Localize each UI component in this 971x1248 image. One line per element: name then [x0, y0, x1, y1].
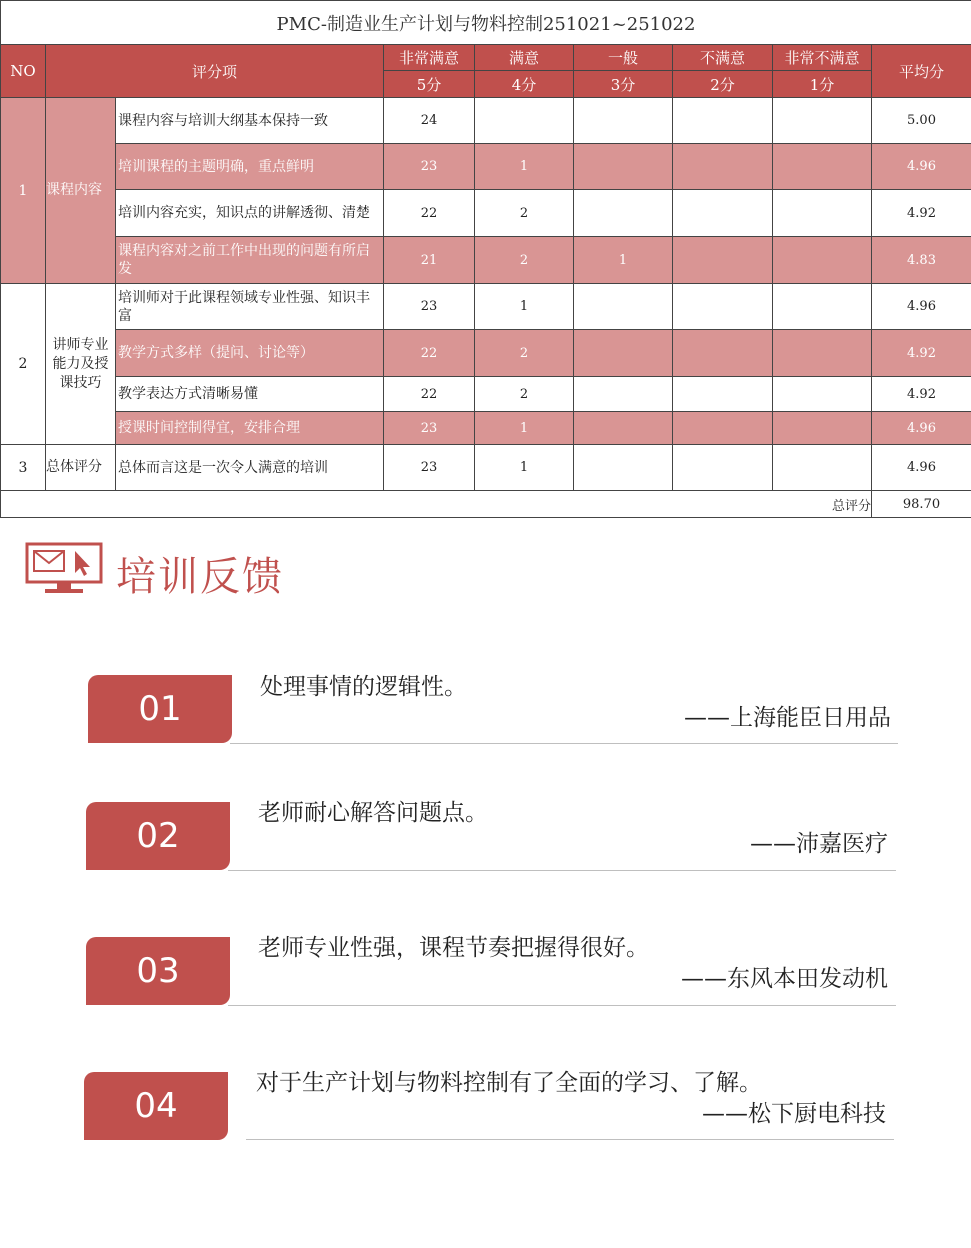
header-level-4: 满意 — [475, 45, 574, 71]
item-label: 教学表达方式清晰易懂 — [116, 377, 384, 412]
score-cell: 1 — [475, 284, 574, 330]
score-cell — [673, 377, 773, 412]
score-cell — [673, 190, 773, 237]
score-cell — [673, 144, 773, 190]
score-cell: 22 — [384, 330, 475, 377]
table-row — [1, 284, 971, 330]
score-cell — [673, 98, 773, 144]
total-row — [1, 491, 971, 518]
group-name: 课程内容 — [46, 98, 116, 284]
divider — [228, 870, 896, 871]
header-level-5: 非常满意 — [384, 45, 475, 71]
evaluation-table — [0, 0, 971, 518]
score-cell: 22 — [384, 190, 475, 237]
score-cell — [773, 412, 872, 445]
header-score-2: 2分 — [673, 71, 773, 98]
score-cell: 2 — [475, 237, 574, 284]
header-avg: 平均分 — [872, 45, 971, 98]
score-cell — [475, 98, 574, 144]
item-label: 培训内容充实，知识点的讲解透彻、清楚 — [116, 190, 384, 237]
total-label: 总评分 — [1, 491, 872, 518]
table-title: PMC-制造业生产计划与物料控制251021~251022 — [1, 1, 971, 45]
divider — [246, 1139, 894, 1140]
item-label: 教学方式多样（提问、讨论等） — [116, 330, 384, 377]
score-cell — [574, 284, 673, 330]
header-score-5: 5分 — [384, 71, 475, 98]
score-cell — [773, 190, 872, 237]
table-row — [1, 377, 971, 412]
table-row — [1, 445, 971, 491]
score-cell: 1 — [574, 237, 673, 284]
feedback-source: ——上海能臣日用品 — [684, 705, 891, 731]
score-cell — [773, 144, 872, 190]
score-cell — [673, 445, 773, 491]
score-cell — [773, 98, 872, 144]
header-score-1: 1分 — [773, 71, 872, 98]
score-cell: 23 — [384, 445, 475, 491]
score-cell — [673, 330, 773, 377]
score-cell — [574, 445, 673, 491]
avg-cell: 4.92 — [872, 377, 971, 412]
score-cell — [574, 330, 673, 377]
header-level-2: 不满意 — [673, 45, 773, 71]
table-row — [1, 144, 971, 190]
score-cell: 24 — [384, 98, 475, 144]
feedback-number-badge: 02 — [86, 802, 230, 870]
feedback-number-badge: 01 — [88, 675, 232, 743]
feedback-text: 老师耐心解答问题点。 — [258, 800, 488, 826]
table-row — [1, 330, 971, 377]
avg-cell: 4.96 — [872, 445, 971, 491]
score-cell: 22 — [384, 377, 475, 412]
score-cell — [673, 284, 773, 330]
divider — [230, 743, 898, 744]
score-cell: 21 — [384, 237, 475, 284]
score-cell: 2 — [475, 377, 574, 412]
score-cell — [574, 412, 673, 445]
feedback-text: 对于生产计划与物料控制有了全面的学习、了解。 — [256, 1070, 762, 1096]
table-row — [1, 98, 971, 144]
feedback-number-badge: 03 — [86, 937, 230, 1005]
total-value: 98.70 — [872, 491, 971, 518]
avg-cell: 4.96 — [872, 412, 971, 445]
score-cell — [574, 98, 673, 144]
feedback-number-badge: 04 — [84, 1072, 228, 1140]
score-cell: 1 — [475, 412, 574, 445]
header-level-3: 一般 — [574, 45, 673, 71]
avg-cell: 4.83 — [872, 237, 971, 284]
item-label: 培训师对于此课程领域专业性强、知识丰富 — [116, 284, 384, 330]
item-label: 授课时间控制得宜，安排合理 — [116, 412, 384, 445]
feedback-title: 培训反馈 — [116, 554, 284, 600]
feedback-source: ——东风本田发动机 — [681, 966, 888, 992]
header-score-3: 3分 — [574, 71, 673, 98]
feedback-text: 老师专业性强，课程节奏把握得很好。 — [258, 935, 649, 961]
score-cell — [773, 237, 872, 284]
group-no: 1 — [1, 98, 46, 284]
score-cell — [673, 237, 773, 284]
feedback-source: ——沛嘉医疗 — [750, 831, 888, 857]
table-row — [1, 412, 971, 445]
avg-cell: 5.00 — [872, 98, 971, 144]
header-no: NO — [1, 45, 46, 98]
score-cell: 2 — [475, 190, 574, 237]
mail-monitor-icon — [25, 541, 103, 595]
group-no: 2 — [1, 284, 46, 445]
item-label: 课程内容对之前工作中出现的问题有所启发 — [116, 237, 384, 284]
score-cell — [673, 412, 773, 445]
score-cell: 23 — [384, 284, 475, 330]
avg-cell: 4.92 — [872, 330, 971, 377]
score-cell: 1 — [475, 144, 574, 190]
score-cell — [773, 330, 872, 377]
item-label: 课程内容与培训大纲基本保持一致 — [116, 98, 384, 144]
avg-cell: 4.96 — [872, 284, 971, 330]
feedback-section — [0, 521, 971, 1248]
feedback-source: ——松下厨电科技 — [702, 1101, 886, 1127]
group-no: 3 — [1, 445, 46, 491]
score-cell — [574, 190, 673, 237]
feedback-text: 处理事情的逻辑性。 — [260, 674, 467, 700]
divider — [228, 1005, 896, 1006]
score-cell — [574, 377, 673, 412]
score-cell — [773, 445, 872, 491]
score-cell: 1 — [475, 445, 574, 491]
header-level-1: 非常不满意 — [773, 45, 872, 71]
header-score-4: 4分 — [475, 71, 574, 98]
item-label: 培训课程的主题明确，重点鲜明 — [116, 144, 384, 190]
score-cell: 23 — [384, 412, 475, 445]
header-item: 评分项 — [46, 45, 384, 98]
score-cell: 2 — [475, 330, 574, 377]
avg-cell: 4.92 — [872, 190, 971, 237]
table-row — [1, 237, 971, 284]
evaluation-sheet — [0, 0, 971, 521]
score-cell: 23 — [384, 144, 475, 190]
item-label: 总体而言这是一次令人满意的培训 — [116, 445, 384, 491]
group-name: 讲师专业能力及授课技巧 — [46, 284, 116, 445]
avg-cell: 4.96 — [872, 144, 971, 190]
score-cell — [574, 144, 673, 190]
table-row — [1, 190, 971, 237]
score-cell — [773, 377, 872, 412]
group-name: 总体评分 — [46, 445, 116, 491]
score-cell — [773, 284, 872, 330]
